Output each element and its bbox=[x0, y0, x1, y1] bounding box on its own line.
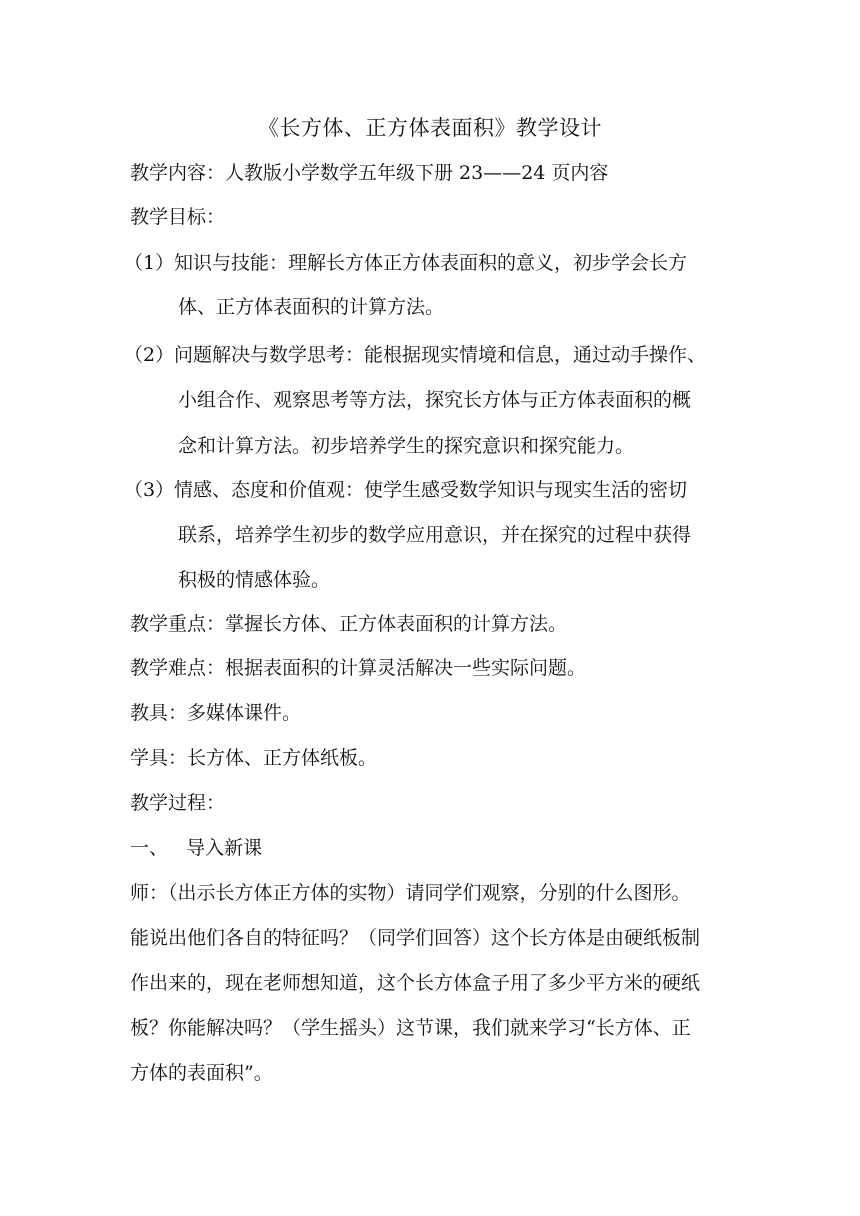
objective-2-number: （2） bbox=[124, 344, 175, 366]
objective-3-text: 情感、态度和价值观：使学生感受数学知识与现实生活的密切 bbox=[174, 479, 688, 501]
objective-2-text: 问题解决与数学思考：能根据现实情境和信息，通过动手操作、 bbox=[174, 344, 707, 366]
objective-3-number: （3） bbox=[124, 479, 175, 501]
process-heading: 教学过程： bbox=[130, 792, 226, 814]
objective-2-line-2: 小组合作、观察思考等方法，探究长方体与正方体表面积的概 bbox=[178, 389, 692, 411]
objective-3-line-3: 积极的情感体验。 bbox=[178, 569, 331, 591]
paragraph-line-5: 方体的表面积”。 bbox=[130, 1062, 273, 1084]
teaching-aids: 教具：多媒体课件。 bbox=[130, 702, 302, 724]
objective-1-text: 知识与技能：理解长方体正方体表面积的意义，初步学会长方 bbox=[174, 252, 688, 274]
objective-1-line-2: 体、正方体表面积的计算方法。 bbox=[178, 296, 445, 318]
section-1-heading: 一、 导入新课 bbox=[130, 837, 263, 859]
objective-1-number: （1） bbox=[124, 252, 175, 274]
paragraph-line-3: 作出来的，现在老师想知道，这个长方体盒子用了多少平方米的硬纸 bbox=[130, 972, 701, 994]
objective-1-line-1 bbox=[124, 247, 734, 279]
key-point: 教学重点：掌握长方体、正方体表面积的计算方法。 bbox=[130, 613, 568, 635]
difficulty: 教学难点：根据表面积的计算灵活解决一些实际问题。 bbox=[130, 657, 587, 679]
objective-2-line-3: 念和计算方法。初步培养学生的探究意识和探究能力。 bbox=[178, 435, 635, 457]
paragraph-line-2: 能说出他们各自的特征吗？（同学们回答）这个长方体是由硬纸板制 bbox=[130, 927, 701, 949]
objectives-heading: 教学目标： bbox=[130, 206, 226, 228]
student-aids: 学具：长方体、正方体纸板。 bbox=[130, 747, 378, 769]
paragraph-line-4: 板？你能解决吗？（学生摇头）这节课，我们就来学习“长方体、正 bbox=[130, 1017, 691, 1039]
objective-3-line-1 bbox=[124, 474, 734, 506]
document-title: 《长方体、正方体表面积》教学设计 bbox=[258, 116, 602, 140]
teaching-content: 教学内容：人教版小学数学五年级下册 23——24 页内容 bbox=[130, 162, 609, 184]
objective-2-line-1 bbox=[124, 339, 734, 371]
paragraph-line-1: 师：（出示长方体正方体的实物）请同学们观察，分别的什么图形。 bbox=[130, 882, 691, 904]
objective-3-line-2: 联系，培养学生初步的数学应用意识，并在探究的过程中获得 bbox=[178, 524, 692, 546]
